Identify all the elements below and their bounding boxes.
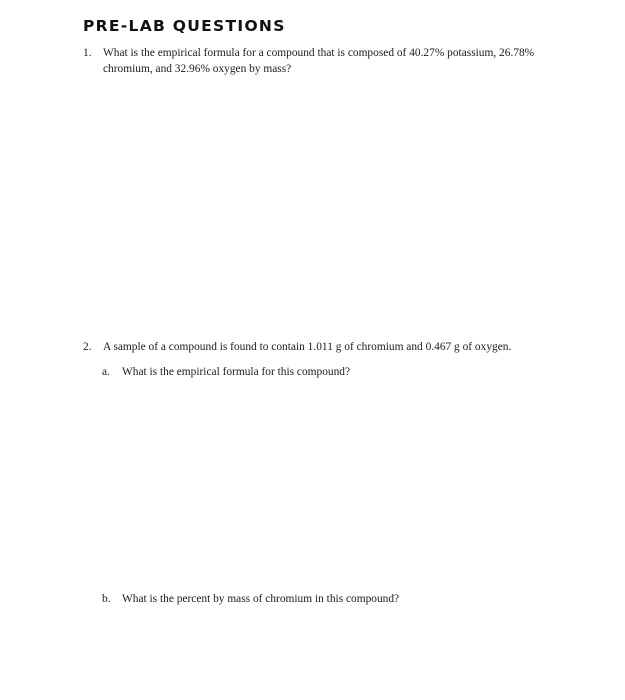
question-2b (102, 591, 562, 607)
question-2-text: A sample of a compound is found to contain 1.011 g of chromium and 0.467 g of oxygen. (103, 341, 512, 353)
question-1-text: What is the empirical formula for a compound that is composed of 40.27% potassium, 26.78% chromium, and 32.96% oxygen by mass? (103, 47, 535, 75)
question-2b-letter: b. (102, 593, 111, 605)
question-2a (102, 364, 562, 380)
question-2a-text: What is the empirical formula for this compound? (122, 366, 351, 378)
question-2 (83, 339, 583, 355)
page-title: PRE-LAB QUESTIONS (83, 17, 286, 35)
question-2a-letter: a. (102, 366, 110, 378)
question-1 (83, 45, 583, 77)
question-1-number: 1. (83, 47, 92, 59)
question-2-number: 2. (83, 341, 92, 353)
question-2b-text: What is the percent by mass of chromium in this compound? (122, 593, 400, 605)
